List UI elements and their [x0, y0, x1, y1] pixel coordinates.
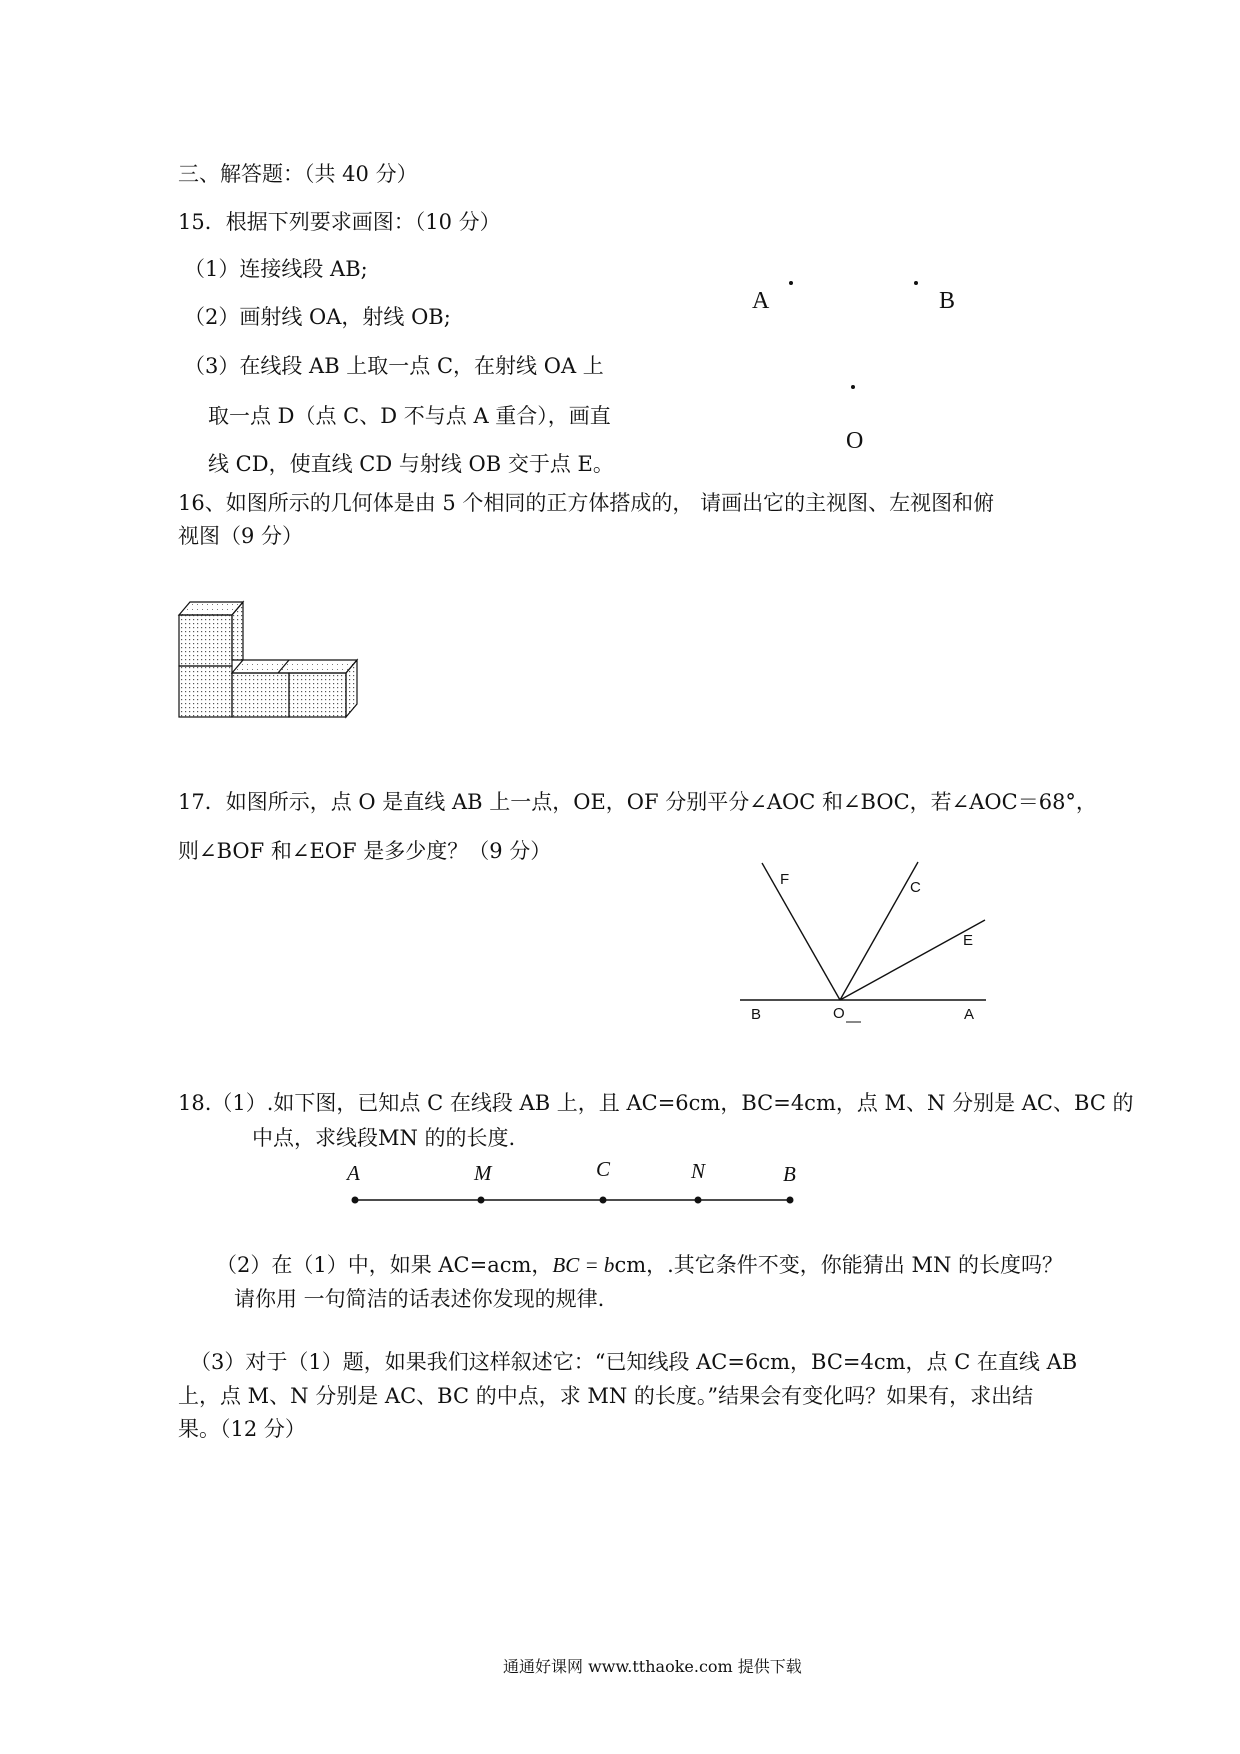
q18-part3-line-2: 上，点 M、N 分别是 AC、BC 的中点，求 MN 的长度。”结果会有变化吗？如果有，求出结 — [178, 1384, 1034, 1408]
q18-part1-line-2: 中点，求线段MN 的的长度. — [252, 1126, 516, 1150]
q17-line-1: 17．如图所示，点 O 是直线 AB 上一点，OE，OF 分别平分∠AOC 和∠BOC，若∠AOC＝68°， — [178, 790, 1097, 814]
seg-label-c: C — [596, 1157, 611, 1181]
q18-part2-formula: BC = b — [552, 1253, 615, 1277]
point-b-label: B — [939, 288, 956, 314]
q16-line-2: 视图（9 分） — [178, 524, 304, 548]
point-a-dot — [352, 1197, 359, 1204]
point-a-dot — [789, 281, 793, 285]
point-c-dot — [600, 1197, 607, 1204]
q17-line-2: 则∠BOF 和∠EOF 是多少度？（9 分） — [178, 839, 552, 863]
point-b-dot — [787, 1197, 794, 1204]
q15-title: 15．根据下列要求画图：（10 分） — [178, 210, 501, 234]
ray-oc — [840, 862, 918, 1000]
point-o-label-q17: O — [833, 1005, 845, 1022]
ray-c-label: C — [910, 879, 921, 896]
q15-item-2: （2）画射线 OA，射线 OB; — [184, 305, 451, 329]
q15-item-3-cont-2: 线 CD，使直线 CD 与射线 OB 交于点 E。 — [208, 452, 614, 476]
angle-figure — [740, 860, 1000, 1020]
q18-part1-line-1: 18.（1）.如下图，已知点 C 在线段 AB 上，且 AC=6cm，BC=4cm，点 M、N 分别是 AC、BC 的 — [178, 1091, 1134, 1115]
point-a-label-q17: A — [964, 1006, 975, 1023]
q18-part2-text-a: （2）在（1）中，如果 AC=acm， — [216, 1253, 553, 1277]
q15-item-3: （3）在线段 AB 上取一点 C，在射线 OA 上 — [184, 354, 604, 378]
point-m-dot — [478, 1197, 485, 1204]
q16-line-1: 16、如图所示的几何体是由 5 个相同的正方体搭成的， 请画出它的主视图、左视图和俯 — [178, 491, 995, 515]
q15-item-3-cont-1: 取一点 D（点 C、D 不与点 A 重合），画直 — [208, 404, 611, 428]
seg-label-a: A — [347, 1161, 360, 1185]
q18-part2-line-2: 请你用 一句简洁的话表述你发现的规律. — [234, 1287, 605, 1311]
seg-label-b: B — [783, 1162, 796, 1186]
q15-item-1: （1）连接线段 AB; — [184, 257, 368, 281]
q18-part3-line-1: （3）对于（1）题，如果我们这样叙述它：“已知线段 AC=6cm，BC=4cm，点 C 在直线 AB — [190, 1350, 1078, 1374]
footer-text: 通通好课网 www.tthaoke.com 提供下载 — [503, 1657, 802, 1676]
segment-figure — [350, 1192, 800, 1212]
point-a-label: A — [752, 288, 770, 314]
point-o-label: O — [846, 428, 864, 454]
ray-of — [762, 863, 840, 1000]
point-n-dot — [695, 1197, 702, 1204]
point-o-dot — [851, 385, 855, 389]
cube-stack-figure — [176, 598, 366, 718]
q18-part3-line-3: 果。（12 分） — [178, 1417, 306, 1441]
q18-part2-text-b: cm，.其它条件不变，你能猜出 MN 的长度吗？ — [614, 1253, 1064, 1277]
seg-label-m: M — [474, 1161, 492, 1185]
ray-e-label: E — [963, 932, 974, 949]
point-b-label-q17: B — [751, 1006, 762, 1023]
section-title: 三、解答题：（共 40 分） — [178, 162, 418, 186]
point-b-dot — [914, 281, 918, 285]
q18-part2-line-1 — [216, 1252, 1063, 1278]
seg-label-n: N — [691, 1159, 706, 1183]
ray-f-label: F — [780, 871, 790, 888]
